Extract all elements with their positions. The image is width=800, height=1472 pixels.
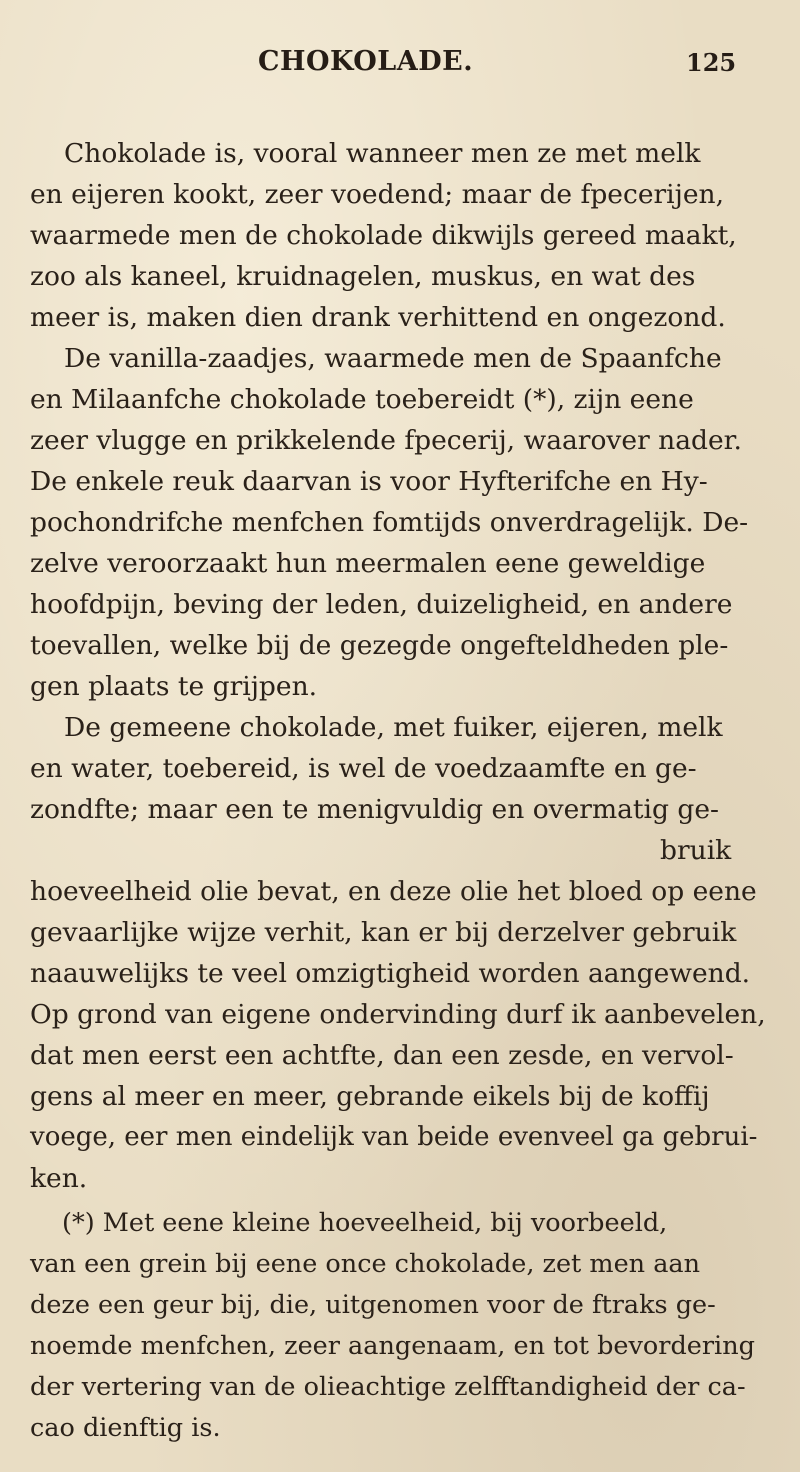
footnote-line: (*) Met eene kleine hoeveelheid, bij voorbeeld, — [62, 1208, 668, 1238]
text-line: voege, eer men eindelijk van beide evenveel ga gebrui- — [30, 1122, 758, 1152]
text-line: ken. — [30, 1163, 88, 1194]
footnote-line: van een grein bij eene once chokolade, zet men aan — [30, 1249, 701, 1279]
footnote-line: cao dienftig is. — [30, 1413, 221, 1443]
text-line: en water, toebereid, is wel de voedzaamfte en ge- — [30, 753, 697, 784]
text-line: De gemeene chokolade, met fuiker, eijeren, melk — [64, 712, 723, 743]
text-line: De enkele reuk daarvan is voor Hyfterifche en Hy- — [30, 466, 708, 497]
text-line: Op grond van eigene ondervinding durf ik aanbevelen, — [30, 999, 766, 1030]
footnote-line: deze een geur bij, die, uitgenomen voor de ftraks ge- — [30, 1290, 716, 1320]
text-line: en Milaanfche chokolade toebereidt (*), zijn eene — [30, 384, 694, 415]
text-line: hoeveelheid olie bevat, en deze olie het bloed op eene — [30, 876, 757, 907]
page-header — [0, 46, 800, 86]
text-line: zelve veroorzaakt hun meermalen eene geweldige — [30, 548, 706, 579]
text-line: pochondrifche menfchen fomtijds onverdragelijk. De- — [30, 507, 749, 538]
text-line: zoo als kaneel, kruidnagelen, muskus, en wat des — [30, 261, 696, 292]
text-line: gens al meer en meer, gebrande eikels bij de koffij — [30, 1081, 710, 1112]
running-title: CHOKOLADE. — [258, 46, 474, 77]
text-line: meer is, maken dien drank verhittend en ongezond. — [30, 302, 726, 333]
text-line: Chokolade is, vooral wanneer men ze met melk — [64, 138, 701, 169]
text-line: hoofdpijn, beving der leden, duizeligheid, en andere — [30, 589, 733, 620]
page-number: 125 — [686, 48, 737, 77]
footnote-line: der vertering van de olieachtige zelfftandigheid der ca- — [30, 1372, 746, 1402]
text-line: zeer vlugge en prikkelende fpecerij, waarover nader. — [30, 425, 742, 456]
text-line: bruik — [660, 835, 732, 866]
footnote-line: noemde menfchen, zeer aangenaam, en tot bevordering — [30, 1331, 755, 1361]
text-line: dat men eerst een achtfte, dan een zesde, en vervol- — [30, 1040, 734, 1071]
text-line: gevaarlijke wijze verhit, kan er bij derzelver gebruik — [30, 917, 737, 948]
text-line: waarmede men de chokolade dikwijls gereed maakt, — [30, 220, 737, 251]
text-line: toevallen, welke bij de gezegde ongefteldheden ple- — [30, 630, 729, 661]
text-line: zondfte; maar een te menigvuldig en overmatig ge- — [30, 794, 720, 825]
text-line: naauwelijks te veel omzigtigheid worden aangewend. — [30, 958, 751, 989]
text-line: De vanilla-zaadjes, waarmede men de Spaanfche — [64, 343, 722, 374]
text-line: en eijeren kookt, zeer voedend; maar de fpecerijen, — [30, 179, 725, 210]
text-line: gen plaats te grijpen. — [30, 671, 318, 702]
